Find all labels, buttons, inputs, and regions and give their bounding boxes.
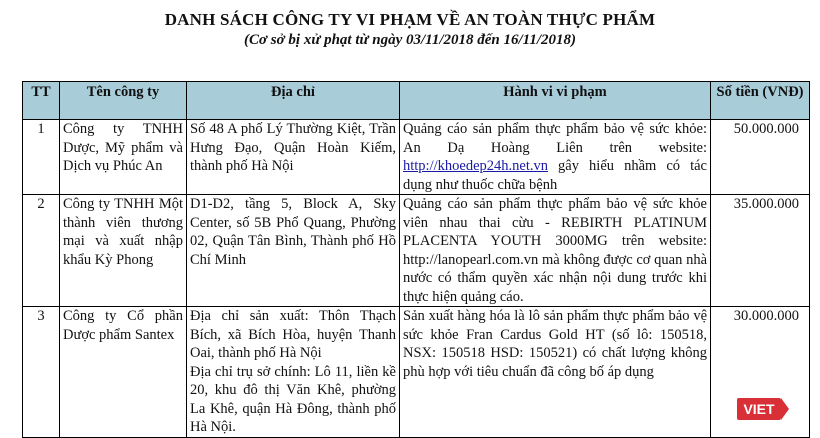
violations-table — [22, 81, 810, 438]
header-company: Tên công ty — [60, 82, 187, 120]
row-stt: 3 — [23, 307, 60, 438]
row-company: Công ty TNHH Một thành viên thương mại và xuất nhập khẩu Kỳ Phong — [60, 195, 187, 307]
vietnamnet-logo: VIET — [737, 398, 781, 420]
row-address: Số 48 A phố Lý Thường Kiệt, Trần Hưng Đạo, Quận Hoàn Kiếm, thành phố Hà Nội — [187, 120, 400, 195]
row-amount: 35.000.000 — [711, 195, 810, 307]
address-headquarters: Địa chỉ trụ sở chính: Lô 11, liền kề 20, khu đô thị Văn Khê, phường La Khê, quận Hà Đông, thành phố Hà Nội. — [190, 363, 396, 435]
row-amount: 30.000.000 — [711, 307, 810, 438]
row-company: Công ty Cổ phần Dược phẩm Santex — [60, 307, 187, 438]
violation-link[interactable]: http://khoedep24h.net.vn — [403, 158, 548, 174]
header-amount: Số tiền (VNĐ) — [711, 82, 810, 120]
table-row — [23, 307, 810, 438]
header-address: Địa chỉ — [187, 82, 400, 120]
violation-text: Quảng cáo sản phẩm thực phẩm bảo vệ sức khỏe: An Dạ Hoàng Liên trên website: — [403, 121, 707, 156]
row-violation: Sản xuất hàng hóa là lô sản phẩm thực phẩm bảo vệ sức khỏe Fran Cardus Gold HT (số lô: 150518, NSX: 150518 HSD: 150521) có chất lượng không phù hợp với tiêu chuẩn đã công bố áp dụng — [400, 307, 711, 438]
row-violation: Quảng cáo sản phẩm thực phẩm bảo vệ sức khỏe viên nhau thai cừu - REBIRTH PLATINUM PLACENTA YOUTH 3000MG trên website: http://lanopearl.com.vn mà không được cơ quan nhà nước có thẩm quyền xác nhận nội dung trước khi thực hiện quảng cáo. — [400, 195, 711, 307]
row-stt: 2 — [23, 195, 60, 307]
address-production: Địa chỉ sản xuất: Thôn Thạch Bích, xã Bích Hòa, huyện Thanh Oai, thành phố Hà Nội — [190, 308, 396, 361]
table-header-row — [23, 82, 810, 120]
row-amount: 50.000.000 — [711, 120, 810, 195]
table-row — [23, 195, 810, 307]
header-stt: TT — [23, 82, 60, 120]
row-stt: 1 — [23, 120, 60, 195]
logo-arrow-icon — [781, 398, 789, 420]
row-violation — [400, 120, 711, 195]
row-address — [187, 307, 400, 438]
violation-text: gây hiểu nhầm có tác dụng như thuốc chữa bệnh — [403, 158, 707, 193]
row-address: D1-D2, tầng 5, Block A, Sky Center, số 5B Phổ Quang, Phường 02, Quận Tân Bình, Thành phố Hồ Chí Minh — [187, 195, 400, 307]
document-title: DANH SÁCH CÔNG TY VI PHẠM VỀ AN TOÀN THỰC PHẨM — [164, 10, 656, 29]
document-subtitle: (Cơ sở bị xử phạt từ ngày 03/11/2018 đến 16/11/2018) — [243, 32, 576, 48]
row-company: Công ty TNHH Dược, Mỹ phẩm và Dịch vụ Phúc An — [60, 120, 187, 195]
header-violation: Hành vi vi phạm — [400, 82, 711, 120]
table-row — [23, 120, 810, 195]
